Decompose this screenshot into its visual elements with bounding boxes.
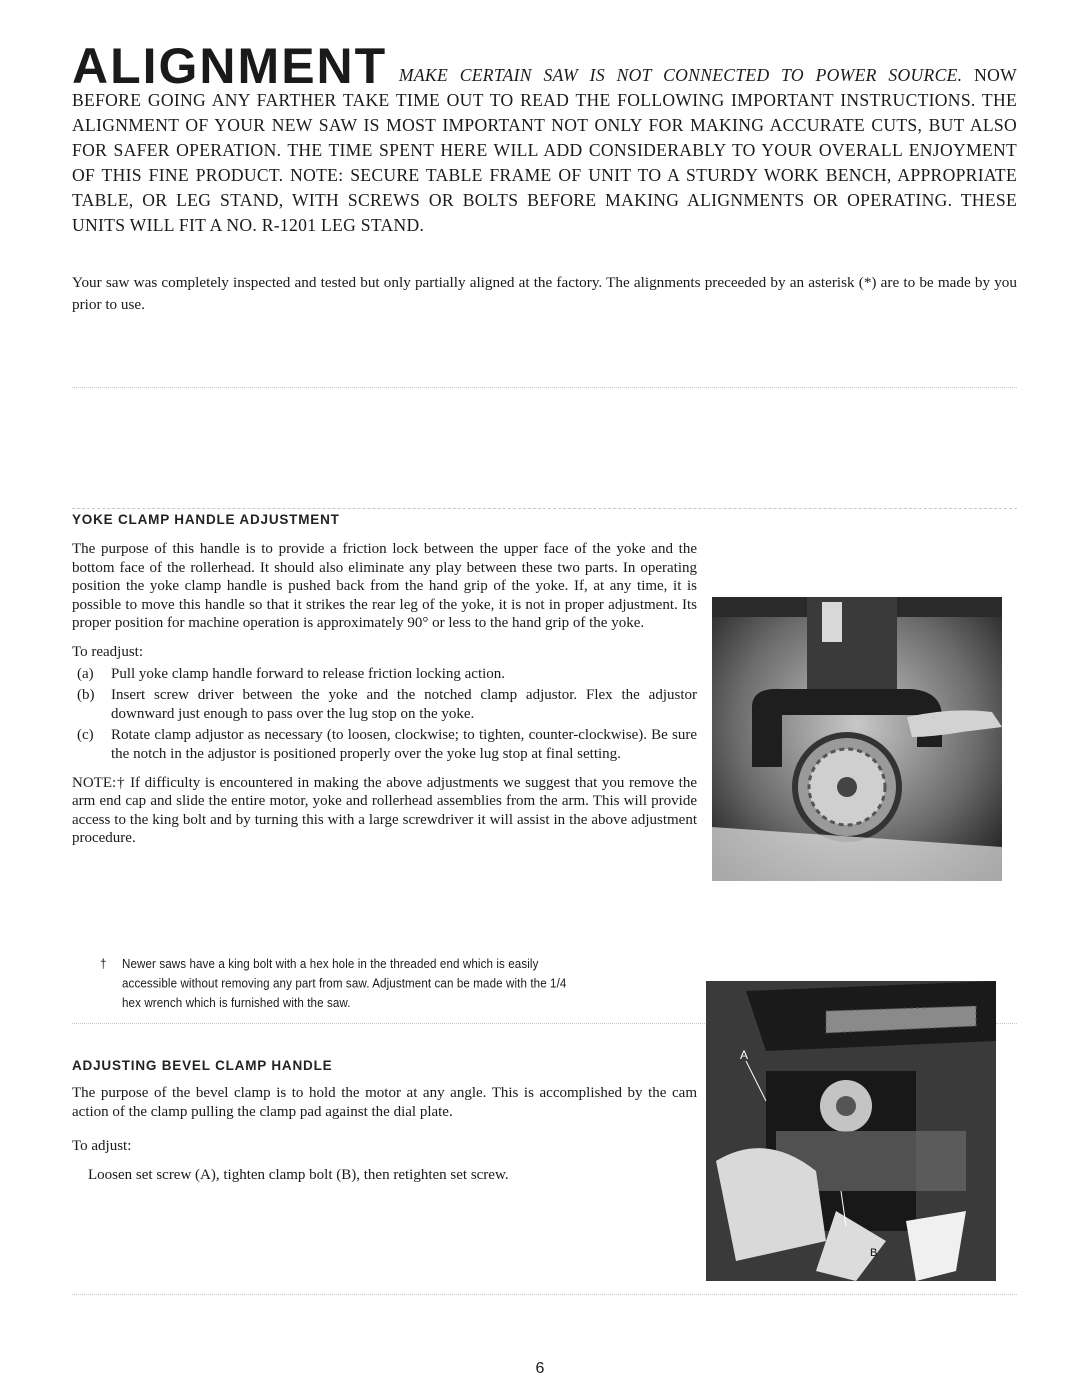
intro-instructions: NOW BEFORE GOING ANY FARTHER TAKE TIME OUT TO READ THE FOLLOWING IMPORTANT INSTRUCTIONS. THE ALIGNMENT OF YOUR NEW SAW IS MOST IMPORTANT NOT ONLY FOR MAKING ACCURATE CUTS, BUT ALSO FOR SAFER OPERATION. THE TIME SPENT HERE WILL ADD CONSIDERABLY TO YOUR OVERALL ENJOYMENT OF THIS FINE PRODUCT. NOTE: SECURE TABLE FRAME OF UNIT TO A STURDY WORK BENCH, APPROPRIATE TABLE, OR LEG STAND, WITH SCREWS OR BOLTS BEFORE MAKING ALIGNMENTS OR OPERATING. THESE UNITS WILL FIT A NO. R-1201 LEG STAND. <box>72 65 1017 235</box>
bevel-section-body <box>72 1084 697 1184</box>
list-item: (a) Pull yoke clamp handle forward to release friction locking action. <box>77 665 506 682</box>
list-item: (b) Insert screw driver between the yoke and the notched clamp adjustor. Flex the adjustor downward just enough to pass over the lug stop on the yoke. <box>77 687 697 722</box>
yoke-paragraph: The purpose of this handle is to provide a friction lock between the upper face of the yoke and the bottom face of the rollerhead. It should also eliminate any play between these two parts. In operating position the yoke clamp handle is pushed back from the hand grip of the yoke. If, at any time, it is possible to move this handle so that it strikes the rear leg of the yoke, it is not in proper adjustment. Its proper position for machine operation is approximately 90° or less to the hand grip of the yoke. <box>72 541 697 632</box>
page-title: ALIGNMENT <box>72 38 388 94</box>
yoke-section-heading: YOKE CLAMP HANDLE ADJUSTMENT <box>72 512 340 527</box>
yoke-note <box>72 774 697 848</box>
footnote-line: Newer saws have a king bolt with a hex hole in the threaded end which is easily <box>122 957 539 972</box>
divider <box>72 508 1017 509</box>
divider <box>72 387 1017 388</box>
dagger-mark: † <box>100 957 107 972</box>
divider <box>72 1294 1017 1295</box>
note-label: NOTE:† <box>72 774 126 791</box>
footnote-line: accessible without removing any part from saw. Adjustment can be made with the 1/4 <box>122 976 567 991</box>
readjust-label: To readjust: <box>72 643 144 660</box>
label-b: B <box>870 1247 878 1259</box>
adjust-label: To adjust: <box>72 1138 132 1155</box>
bevel-clamp-photo <box>706 981 996 1281</box>
footnote <box>100 955 670 1013</box>
list-item: (c) Rotate clamp adjustor as necessary (to loosen, clockwise; to tighten, counter-clockwise). Be sure the notch in the adjustor is positioned properly over the yoke lug stop at final setting. <box>77 727 697 762</box>
yoke-section-body <box>72 540 697 848</box>
label-a: A <box>740 1048 749 1062</box>
bevel-section-heading: ADJUSTING BEVEL CLAMP HANDLE <box>72 1058 333 1073</box>
readjust-steps <box>77 665 697 764</box>
page-number: 6 <box>535 1360 545 1377</box>
alignment-intro <box>72 38 1017 238</box>
note-text: If difficulty is encountered in making the above adjustments we suggest that you remove the arm end cap and slide the entire motor, yoke and rollerhead assemblies from the arm. This will provide access to the king bolt and by turning this with a large screwdriver it will assist in the above adjustment procedure. <box>72 774 697 847</box>
bevel-paragraph: The purpose of the bevel clamp is to hold the motor at any angle. This is accomplished by the cam action of the clamp pulling the clamp pad against the dial plate. <box>72 1085 697 1120</box>
factory-note: Your saw was completely inspected and tested but only partially aligned at the factory. The alignments preceeded by an asterisk (*) are to be made by you prior to use. <box>72 274 1017 313</box>
footnote-line: hex wrench which is furnished with the saw. <box>122 996 351 1011</box>
yoke-clamp-photo <box>712 597 1002 881</box>
warning-text: MAKE CERTAIN SAW IS NOT CONNECTED TO POWER SOURCE. <box>398 65 963 85</box>
bevel-instruction: Loosen set screw (A), tighten clamp bolt (B), then retighten set screw. <box>88 1166 509 1183</box>
